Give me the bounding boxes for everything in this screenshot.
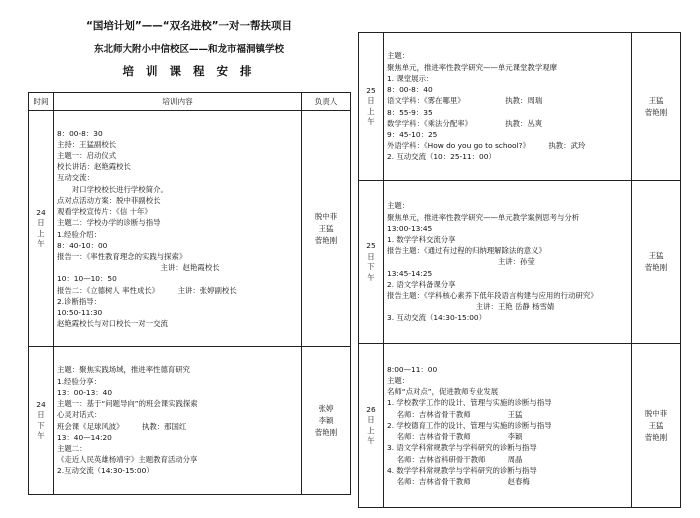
person-name: 菅艳刚: [644, 107, 668, 117]
content-line: 对口学校校长进行学校简介。: [57, 184, 168, 194]
project-title: “国培计划”——“双名进校”一对一帮扶项目: [85, 20, 293, 32]
header-content: 培训内容: [54, 93, 302, 111]
person-name: 菅艳刚: [314, 427, 338, 437]
content-line: 13:45-14:25: [387, 268, 433, 278]
content-cell: [54, 111, 302, 347]
time-cell: [359, 33, 384, 181]
content-line: 8:00—11：00: [387, 364, 438, 374]
time-cell: [359, 344, 384, 508]
person-name: 脱中菲: [314, 211, 338, 221]
table-row: [29, 111, 351, 347]
table-header-row: [29, 93, 351, 111]
content-line: 《走近人民英雄杨靖宇》主题教育活动分享: [57, 455, 198, 465]
person-name: 李颖: [318, 415, 334, 425]
person-cell: [632, 181, 681, 344]
person-cell: [302, 347, 351, 495]
content-line: 报告主题：《学科核心素养下低年段语言构建与应用的行动研究》: [387, 291, 598, 300]
content-line: 主题：: [387, 201, 410, 211]
header-time: 时间: [29, 93, 54, 111]
content-line: 外语学科：《How do you go to school?》 执教：武玲: [387, 141, 586, 151]
content-line: 10：10—10：50: [57, 274, 117, 284]
table-row: [359, 181, 681, 344]
content-line: 10:50-11:30: [57, 307, 103, 317]
content-line: 1.经验介绍：: [57, 229, 102, 239]
person-name: 王猛: [648, 251, 664, 260]
content-line: 主题一：启动仪式: [57, 151, 117, 161]
content-line: 1.经验分享：: [57, 376, 102, 386]
content-line: 8：00-8：40: [387, 85, 433, 95]
content-line: 名师：吉林省科研骨干教师 周晶: [387, 454, 523, 464]
content-line: 数学学科：《乘法分配率》 执教：丛爽: [387, 118, 543, 128]
time-char: 日: [37, 410, 45, 419]
person-cell: [632, 33, 681, 181]
content-line: 主讲：孙莹: [387, 257, 535, 267]
content-line: 13：40—14:20: [57, 432, 112, 442]
content-line: 8：55-9：35: [387, 107, 433, 117]
time-char: 午: [37, 431, 45, 440]
content-line: 聚焦单元，推进率性教学研究——单元教学案例思考与分析: [387, 212, 580, 222]
content-line: 2. 学校德育工作的设计、管理与实施的诊断与指导: [387, 420, 552, 430]
content-line: 班会课《足球风波》 执教：那国红: [57, 421, 187, 431]
time-char: 上: [37, 228, 45, 238]
person-name: 王猛: [318, 223, 334, 233]
time-char: 午: [37, 239, 45, 248]
content-cell: [384, 344, 632, 508]
content-line: 2.互动交流（14:30-15:00）: [57, 466, 154, 476]
content-line: 报告一：《率性教育理念的实践与探索》: [57, 251, 187, 261]
time-cell: [359, 181, 384, 344]
time-char: 下: [367, 262, 375, 271]
content-line: 主题一：基于“问题导向”的班会课实践探索: [57, 399, 198, 409]
time-char: 日: [37, 218, 45, 227]
person-name: 王猛: [648, 95, 664, 105]
content-line: 主讲：赵艳霞校长: [57, 263, 220, 273]
time-char: 25: [366, 85, 376, 95]
content-line: 13：00-13：40: [57, 387, 113, 397]
time-char: 下: [37, 420, 45, 430]
time-char: 26: [366, 404, 376, 414]
content-line: 主讲：王艳 岳静 杨雪婧: [387, 302, 555, 312]
table-row: [359, 344, 681, 508]
person-name: 菅艳刚: [644, 263, 668, 272]
content-line: 赵艳霞校长与对口校长一对一交流: [57, 319, 168, 329]
person-name: 王猛: [648, 420, 664, 430]
person-cell: [302, 111, 351, 347]
content-line: 观看学校宣传片：《信 十年》: [57, 207, 152, 217]
content-line: 1. 学校教学工作的设计、管理与实施的诊断与指导: [387, 398, 552, 408]
content-line: 9：45-10：25: [387, 129, 438, 139]
content-line: 2. 互动交流（10：25-11：00）: [387, 152, 496, 162]
content-line: 校长讲话：赵艳霞校长: [57, 162, 131, 172]
content-cell: [384, 181, 632, 344]
content-line: 主题二：: [57, 443, 87, 453]
time-cell: [29, 347, 54, 495]
content-line: 心灵对话式：: [57, 410, 102, 420]
content-line: 主持：王猛副校长: [57, 139, 117, 149]
content-line: 2.诊断指导：: [57, 296, 102, 306]
table-row: [29, 347, 351, 495]
content-line: 主题二：学校办学的诊断与指导: [57, 218, 161, 228]
time-char: 24: [36, 207, 46, 217]
time-char: 上: [367, 106, 375, 116]
time-char: 午: [367, 117, 375, 126]
person-name: 菅艳刚: [644, 432, 668, 442]
content-line: 主题：聚焦实践场域，推进率性德育研究: [57, 365, 191, 375]
content-line: 3. 语文学科常规教学与学科研究的诊断与指导: [387, 443, 537, 453]
content-line: 1. 数学学科交流分享: [387, 234, 456, 244]
time-char: 午: [367, 436, 375, 445]
content-line: 4. 数学学科常规教学与学科研究的诊断与指导: [387, 465, 537, 475]
content-line: 语文学科：《雾在哪里》 执教：周瑞: [387, 96, 543, 106]
schedule-title: 培 训 课 程 安 排: [122, 64, 256, 78]
content-line: 主题：: [387, 51, 410, 61]
person-name: 菅艳刚: [314, 235, 338, 245]
content-line: 名师：吉林省骨干教师 赵春梅: [387, 476, 530, 486]
content-line: 8：40-10：00: [57, 240, 108, 250]
schedule-table-left: [28, 92, 351, 495]
time-char: 25: [366, 241, 376, 250]
content-line: 主题：: [387, 376, 410, 386]
content-line: 报告主题：《通过有过程的归纳理解除法的意义》: [387, 246, 546, 256]
person-name: 张婷: [318, 403, 334, 413]
time-cell: [29, 111, 54, 347]
content-cell: [384, 33, 632, 181]
time-char: 日: [367, 96, 375, 105]
content-line: 名师：吉林省骨干教师 王猛: [387, 409, 523, 419]
time-char: 日: [367, 415, 375, 424]
content-line: 1. 课堂展示：: [387, 73, 434, 83]
content-line: 互动交流：: [57, 173, 94, 183]
content-line: 3. 互动交流（14:30-15:00）: [387, 313, 487, 323]
content-line: 报告二：《立德树人 率性成长》 主讲：张婷副校长: [57, 285, 237, 295]
content-line: 8：00-8：30: [57, 128, 103, 138]
table-row: [359, 33, 681, 181]
schools-title: 东北师大附小中信校区——和龙市福洞镇学校: [93, 44, 284, 55]
header-person: 负责人: [302, 93, 351, 111]
schedule-table-right: [358, 32, 681, 508]
content-line: 2. 语文学科备课分享: [387, 279, 456, 289]
person-name: 脱中菲: [644, 408, 668, 418]
content-line: 聚焦单元，推进率性教学研究——单元课堂教学观摩: [387, 62, 557, 72]
time-char: 午: [367, 272, 375, 282]
content-cell: [54, 347, 302, 495]
content-line: 13:00-13:45: [387, 223, 433, 233]
time-char: 24: [36, 399, 46, 409]
time-char: 上: [367, 425, 375, 435]
time-char: 日: [367, 251, 375, 261]
content-line: 点对点活动方案：脱中菲副校长: [57, 195, 161, 205]
content-line: 名师“点对点”，促进教师专业发展: [387, 387, 499, 397]
person-cell: [632, 344, 681, 508]
content-line: 名师：吉林省骨干教师 李颖: [387, 432, 523, 442]
